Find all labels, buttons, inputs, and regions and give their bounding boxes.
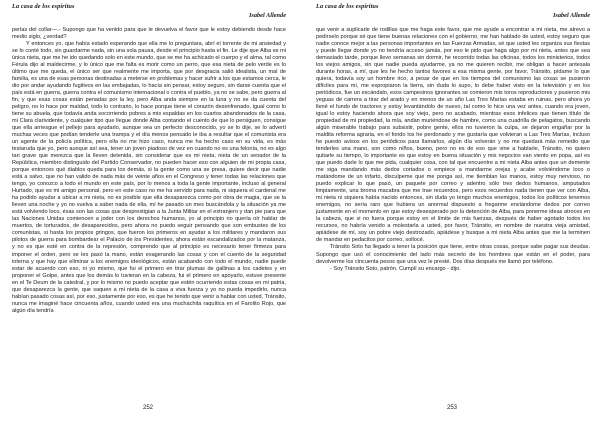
running-header-title: La casa de los espíritus — [316, 3, 379, 10]
right-page — [314, 0, 590, 424]
paragraph: Y entonces yo, que había estado esperando que ella me lo preguntara, abrí el torrente de mi ansiedad y se lo conté todo, sin guardarme nada, sin una sola pausa, desde el principio hasta el fin. Le dije que Alba es mi única nieta, que me he ido quedando solo en este mundo, que se me ha achicado el cuerpo y el alma, tal como Férula dijo al maldecirme, y lo único que me falta es morir como un perro, que esa nieta de pelo verde es lo último que me queda, el único ser que realmente me importa, que por desgracia salió idealista, un mal de familia, es una de esas personas destinadas a meterse en problemas y hacer sufrir a los que estamos cerca, le dio por andar ayudando fugitivos en las embajadas, lo hacía sin pensar, estoy seguro, sin darse cuenta que el país está en guerra, guerra contra el comunismo internacional o contra el pueblo, ya no se sabe, pero guerra al fin, y que esas cosas están penadas por la ley, pero Alba anda siempre en la luna y no se da cuenta del peligro, no lo hace por maldad, todo lo contrario, lo hace porque tiene el corazón desenfrenado, igual como lo tiene su abuela, que todavía anda socorriendo pobres a mis espaldas en los cuartos abandonados de la casa, mi Clara clarividente, y cualquier tipo que llegue donde Alba contando el cuento de que lo persiguen, consigue que ella arriesgue el pellejo para ayudarlo, aunque sea un perfecto desconocido, yo se lo dije, se lo advertí muchas veces que podían tenderle una trampa y el día menos pensado le iba a resultar que el comunista era un agente de la policía política, pero ella no me hizo caso, nunca me ha hecho caso en su vida, es más testaruda que yo, pero aunque así sea, tener un joven piadoso de vez en cuando no es una felonía, no es algo tan grave que merezca que la lleven detenida, sin considerar que es mi nieta, nieta de un senador de la República, miembro distinguido del Partido Conservador, no pueden hacer eso con alguien de mi propia casa, porque entonces qué diablos queda para los demás, si la gente como una se presa, quiere decir que nadie está a salvo, que no han valido de nada más de veinte años en el Congreso y tener todas las relaciones que tengo, yo conozco a todo el mundo en este país, por lo menos a toda la gente importante, incluso al general Hurtado, que es mi amigo personal, pero en este caso no me ha servido para nada, ni siquiera el cardenal me ha podido ayudar a ubicar a mi nieta, no es posible que ella desaparezca como por obra de magia, que se la lleven una noche y yo no vuelva a saber nada de ella, mí he pasado un mes buscándola y la situación ya me está volviendo loco, ésas son las cosas que desprestigian a la Junta Militar en el extranjero y dan pie para que las Naciones Unidas comiencen a joder con los derechos humanos, yo al principio no quería oír hablar de muertos, de torturados, de desaparecidos, pero ahora no puedo seguir pensando que son embustes de los comunistas, si hasta los propios gringos, que fueron los primeros en ayudar a los militares y mandaron sus pilotos de guerra para bombardear el Palacio de los Presidentes, ahora están escandalizados por la matanza, y no es que esté en contra de la represión, comprendo que al principio es necesario tener firmeza para imponer el orden, pero se les pasó la mano, están exagerando las cosas y con el cuento de la seguridad interna y que hay que eliminar a los enemigos ideológicos, están acabando con todo el mundo, nadie puede estar de acuerdo con eso, ni yo mismo, que fui el primero en tirar plumas de gallinas a los cadetes y en proponer el Golpe, antes que los demás lo tuvieran en la cabeza, fui el primero en apoyarlo, estuve presente en el Te Deum de la catedral, y por lo mismo no puedo aceptar que estén ocurriendo estas cosas en mi patria, que desaparezca la gente, que saquen a mi nieta de la casa a viva fuerza y yo no pueda impedirlo, nunca habían pasado cosas así, por eso, justamente por eso, es que he tenido que venir a hablar con usted, Tránsito, nunca me imaginé hace cincuenta años, cuando usted era una muchachita raquítica en el Farolito Rojo, que algún día tendría — [12, 41, 286, 314]
running-header-author: Isabel Allende — [248, 12, 286, 19]
running-header-author: Isabel Allende — [552, 12, 590, 19]
page-body — [12, 27, 286, 315]
running-header-title: La casa de los espíritus — [12, 3, 75, 10]
page-number: 252 — [142, 405, 153, 411]
paragraph: - Soy Tránsito Soto, patrón. Cumplí su encargo - dijo. — [330, 265, 461, 272]
page-body — [316, 27, 590, 273]
left-page — [10, 0, 286, 424]
page-number: 253 — [446, 405, 457, 411]
paragraph: perlas del collar—.- Supongo que ha venido para que le devuelva el favor que le estoy debiendo desde hace medio siglo, ¿verdad? — [12, 27, 286, 41]
paragraph: Tránsito Soto ha llegado a tener la posición que tiene, entre otras cosas, porque sabe pagar sus deudas. Supongo que usó el conocimiento del lado más secreto de los hombres que están en el poder, para devolverme los cincuenta pesos que una vez le presté. Dos días después me llamó por teléfono. — [316, 244, 590, 265]
paragraph: que venir a suplicarle de rodillas que me haga este favor, que me ayude a encontrar a mi nieta, me atrevo a pedírselo porque sé que tiene buenas relaciones con el gobierno, me han hablado de usted, estoy seguro que nadie conoce mejor a las personas importantes en las Fuerzas Armadas, sé que usted les organiza sus fiestas y puede llegar donde yo no tendría acceso jamás, por eso le pido que haga algo por mi nieta, antes que sea demasiado tarde, porque llevo semanas sin dormir, he recorrido todas las oficinas, todos los ministerios, todos los viejos amigos, sin que nadie pueda ayudarme, ya no me quieren recibir, me obligan a hacer antesala durante horas, a mí, que les he hecho tantos favores a esa misma gente, por favor, Tránsito, pídame lo que quiera, todavía soy un hombre rico, a pesar de que en los tiempos del comunismo las cosas se pusieron difíciles para mí, me expropiaron la tierra, sin duda lo supo, lo debe haber visto en la televisión y en los periódicos, fue un escándalo, esos campesinos ignorantes se comieron mis toros reproductores y pusieron mis yeguas de carrera a tirar del arado y en menos de un año Las Tres Marías estaba en ruinas, pero ahora yo llené el fundo de tractores y estoy levantándolo de nuevo, tal como lo hice una vez antes, cuando era joven, igual lo estoy haciendo ahora que soy viejo, pero no acabado, mientras esos infelices que tienen título de propiedad de mi propiedad, la mía, andan muriéndose de hambre, como una cuadrilla de pelagatos, buscando algún miserable trabajo para subsistir, pobre gente, ellos no tuvieron la culpa, se dejaron engañar por la maldita reforma agraria, en el fondo los he perdonado y me gustaría que volvieran a Las Tres Marías, incluso he puesto avisos en los periódicos para llamarlos, algún día volverán y no me quedará más remedio que tenderles una mano, son como niños, bueno, pero no es de eso que vine a hablarle, Tránsito, no quiero quitarle su tiempo, lo importante es que estoy en buena situación y mis negocios van viento en popa, así es que puedo darle lo que me pida, cualquier cosa, con tal que encuentre a mi nieta Alba antes que un demente me siga mandando más dedos cortados o empiece a mandarme orejas y acabe volviéndome loco o matándome de un infarto, disculpeme que me ponga así, me tiemblan las manos, estoy muy nervioso, no puedo explicar lo que pasó, un paquete por correo y adentro sólo tres dedos humanos, amputados limpiamente, una broma macabra que me trae recuerdos, pero esos recuerdos nada tienen que ver con Alba, mi nieta ni siquiera había nacido entonces, sin duda yo tengo muchos enemigos, todos los políticos tenemos enemigos, no sería raro que hubiera un anormal dispuesto a fregarme enviándome dedos por correo justamente en el momento en que estoy desesperado por la detención de Alba, para ponerme ideas atroces en la cabeza, que si no fuera porque estoy en el límite de mis fuerzas, después de haber agotado todos los recursos, no habría venido a molestarla a usted, por favor, Tránsito, en nombre de nuestra vieja amistad, apiádese de mí, soy un pobre viejo destrozado, apiádese y busque a mi nieta Alba antes que me la terminen de mandar en pedacitos por correo, sollocé. — [316, 27, 590, 244]
